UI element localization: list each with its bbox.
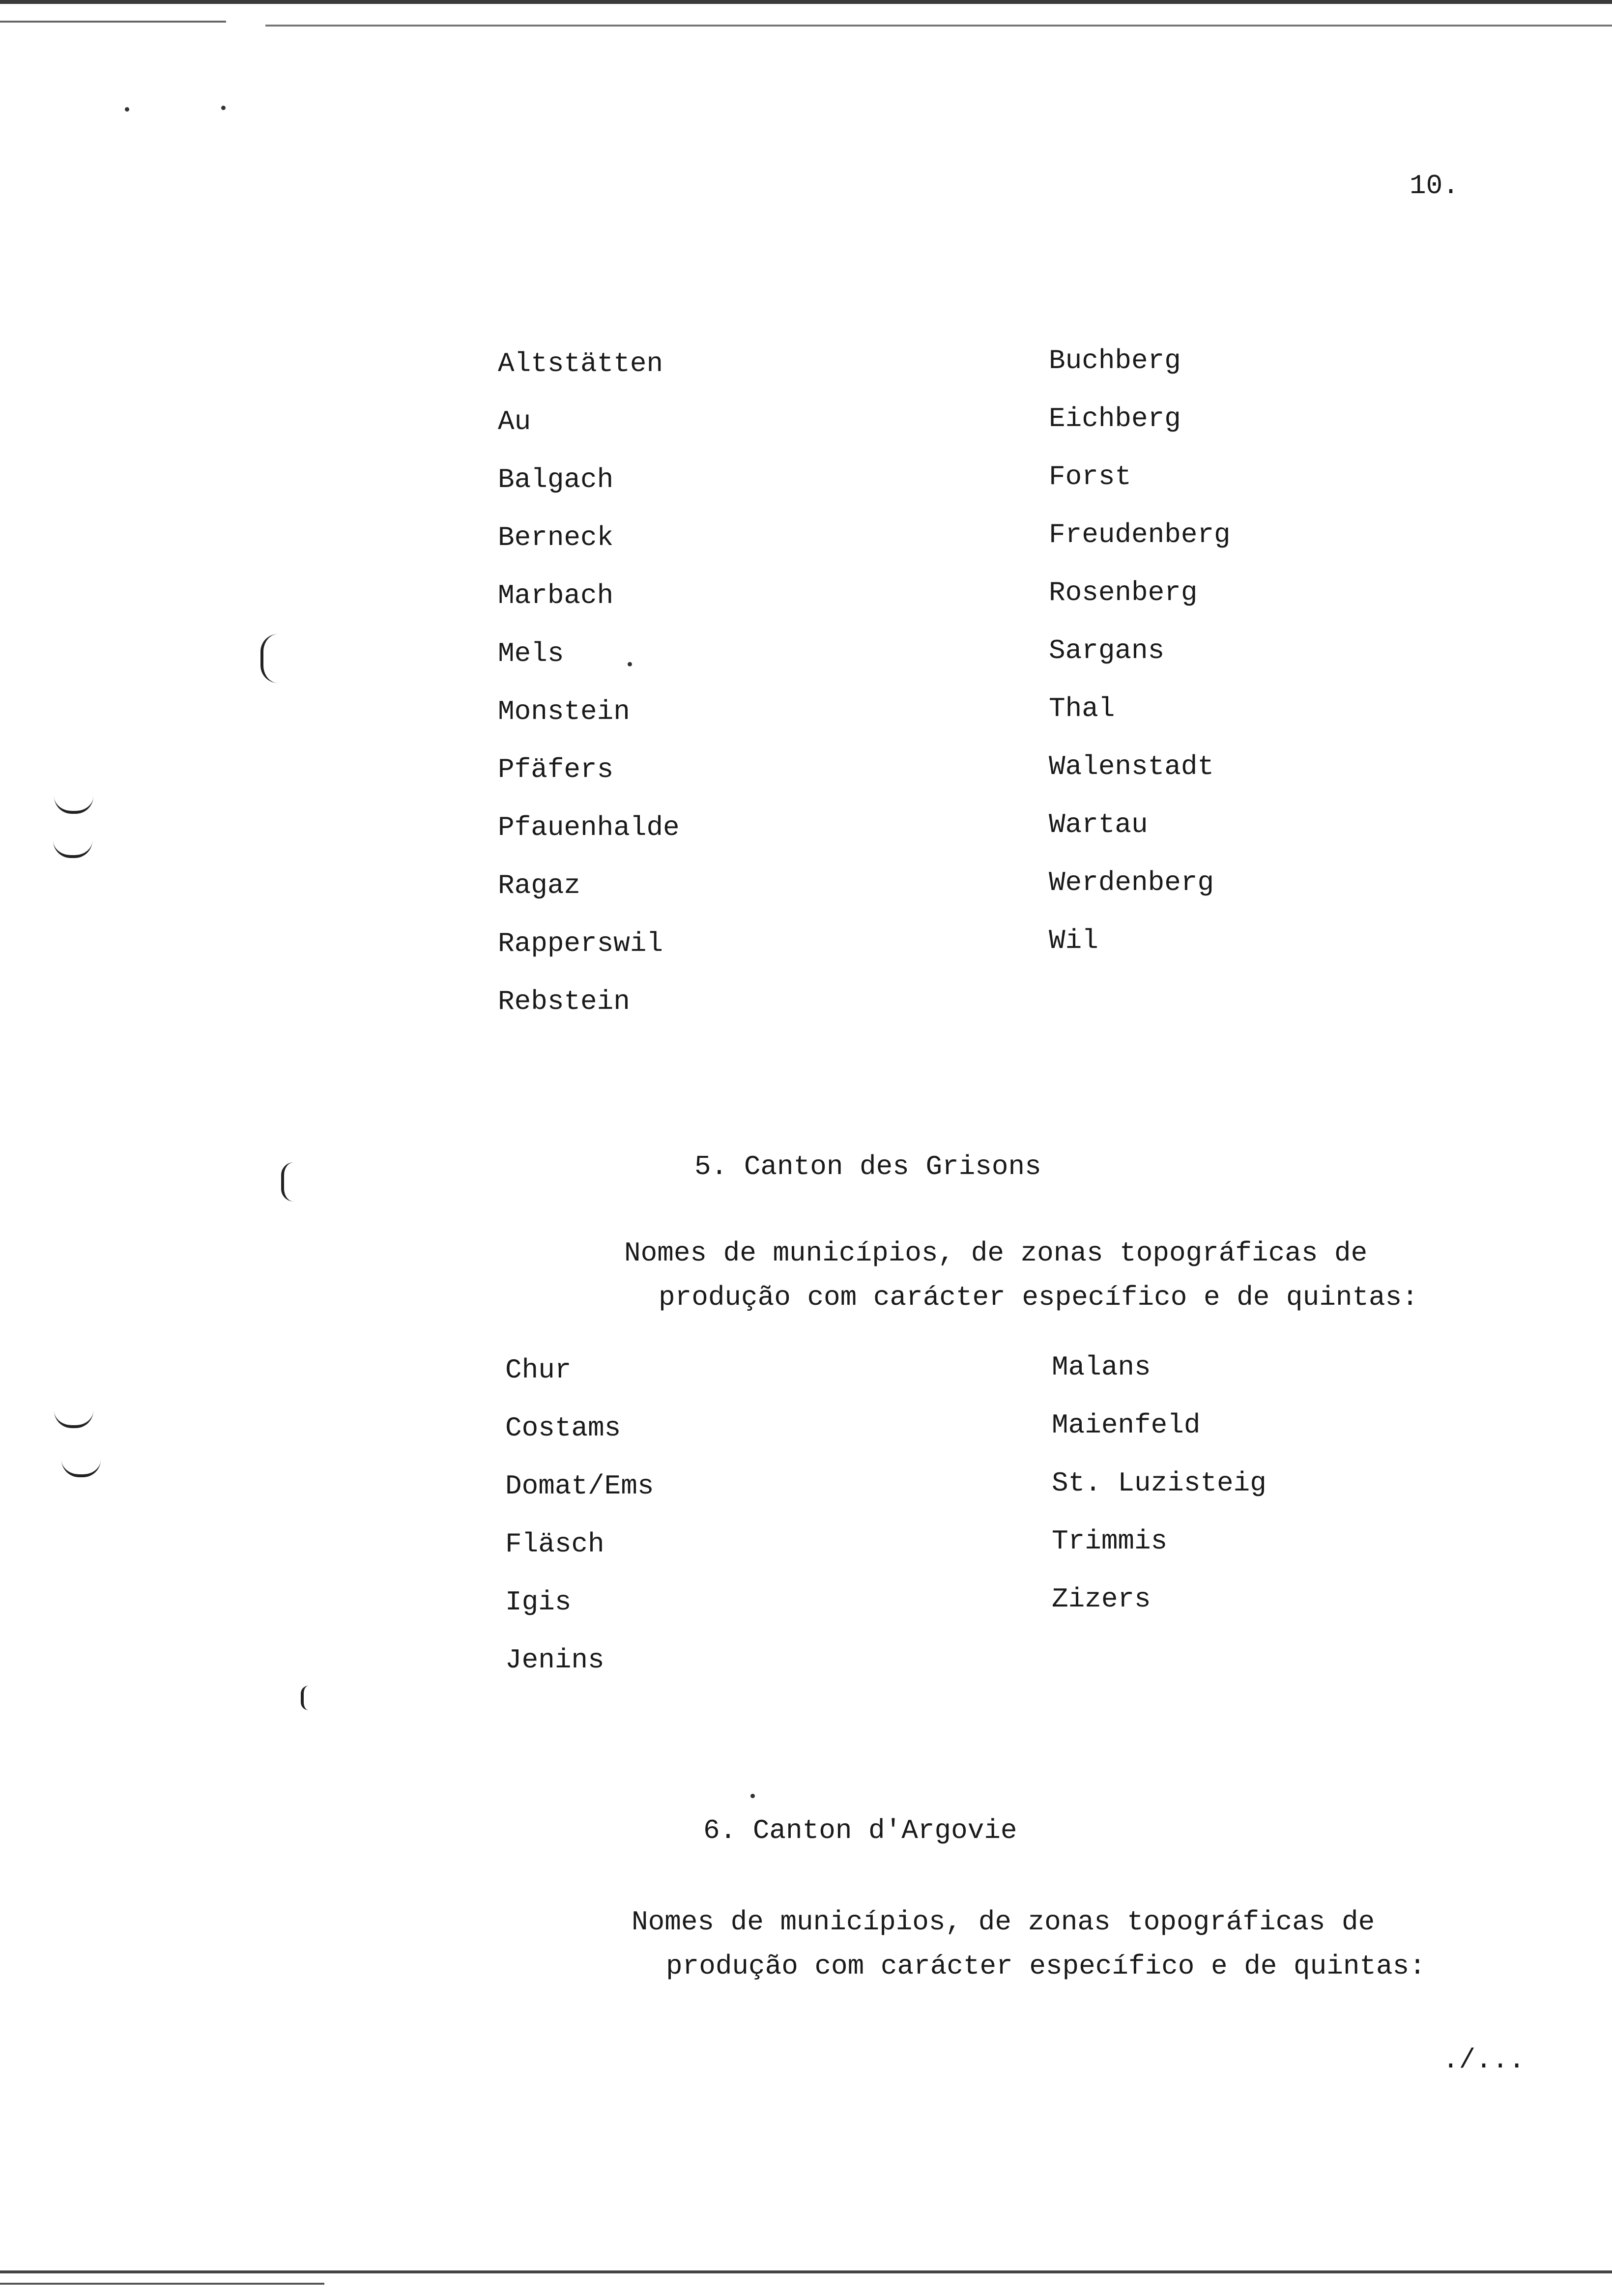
intro-line: produção com carácter específico e de quintas:	[659, 1282, 1418, 1313]
margin-bracket-mark	[281, 1162, 294, 1202]
speck	[750, 1794, 755, 1798]
place-name: Walenstadt	[1049, 751, 1214, 782]
place-name: Maienfeld	[1052, 1409, 1201, 1441]
intro-line: Nomes de municípios, de zonas topográficas de	[624, 1237, 1368, 1269]
grisons-names-right-column	[1052, 1338, 1267, 1628]
section-intro-grisons	[624, 1231, 1418, 1320]
place-name: Balgach	[498, 464, 614, 495]
place-name: Jenins	[505, 1644, 604, 1676]
intro-line: produção com carácter específico e de quintas:	[666, 1951, 1426, 1982]
scan-edge-bottom-left	[0, 2283, 324, 2285]
place-name: Sargans	[1049, 635, 1165, 666]
place-name: Rebstein	[498, 986, 630, 1017]
place-name: Berneck	[498, 522, 614, 553]
hole-punch-mark	[54, 796, 93, 814]
place-name: Wil	[1049, 925, 1098, 956]
section-heading-argovie: 6. Canton d'Argovie	[703, 1815, 1017, 1846]
place-name: Thal	[1049, 693, 1115, 724]
place-name: Au	[498, 406, 531, 437]
scan-edge-top-inner	[265, 25, 1612, 27]
place-name: Monstein	[498, 696, 630, 727]
margin-bracket-mark	[301, 1686, 309, 1710]
place-name: Igis	[505, 1586, 572, 1618]
speck	[221, 106, 226, 110]
place-name: Altstätten	[498, 348, 663, 379]
place-name: Chur	[505, 1354, 572, 1386]
place-name: Zizers	[1052, 1583, 1151, 1615]
place-name: Fläsch	[505, 1528, 604, 1560]
intro-line: Nomes de municípios, de zonas topográficas de	[632, 1906, 1375, 1938]
hole-punch-mark	[53, 840, 92, 858]
place-name: Malans	[1052, 1351, 1151, 1383]
place-name: Mels	[498, 638, 564, 669]
place-name: Rapperswil	[498, 928, 663, 959]
scan-edge-bottom	[0, 2270, 1612, 2273]
scan-edge-top-left	[0, 21, 226, 23]
place-name: Rosenberg	[1049, 577, 1198, 608]
scan-edge-top	[0, 0, 1612, 4]
st-gall-names-right-column	[1049, 332, 1231, 970]
place-name: Forst	[1049, 461, 1132, 492]
section-heading-grisons: 5. Canton des Grisons	[694, 1151, 1041, 1182]
place-name: Freudenberg	[1049, 519, 1231, 550]
place-name: Werdenberg	[1049, 867, 1214, 898]
section-intro-argovie	[632, 1900, 1426, 1988]
place-name: Costams	[505, 1412, 621, 1444]
place-name: Domat/Ems	[505, 1470, 654, 1502]
place-name: Pfäfers	[498, 754, 614, 785]
place-name: Eichberg	[1049, 403, 1181, 434]
margin-bracket-mark	[260, 634, 278, 683]
hole-punch-mark	[54, 1410, 93, 1428]
place-name: Buchberg	[1049, 345, 1181, 376]
st-gall-names-left-column	[498, 335, 680, 1031]
place-name: Pfauenhalde	[498, 812, 680, 843]
place-name: Ragaz	[498, 870, 581, 901]
hole-punch-mark	[61, 1460, 101, 1477]
speck	[125, 107, 129, 112]
grisons-names-left-column	[505, 1341, 654, 1689]
continuation-marker: ./...	[1442, 2044, 1526, 2076]
place-name: St. Luzisteig	[1052, 1467, 1267, 1499]
place-name: Trimmis	[1052, 1525, 1168, 1557]
place-name: Marbach	[498, 580, 614, 611]
place-name: Wartau	[1049, 809, 1148, 840]
page-number: 10.	[1410, 170, 1459, 201]
